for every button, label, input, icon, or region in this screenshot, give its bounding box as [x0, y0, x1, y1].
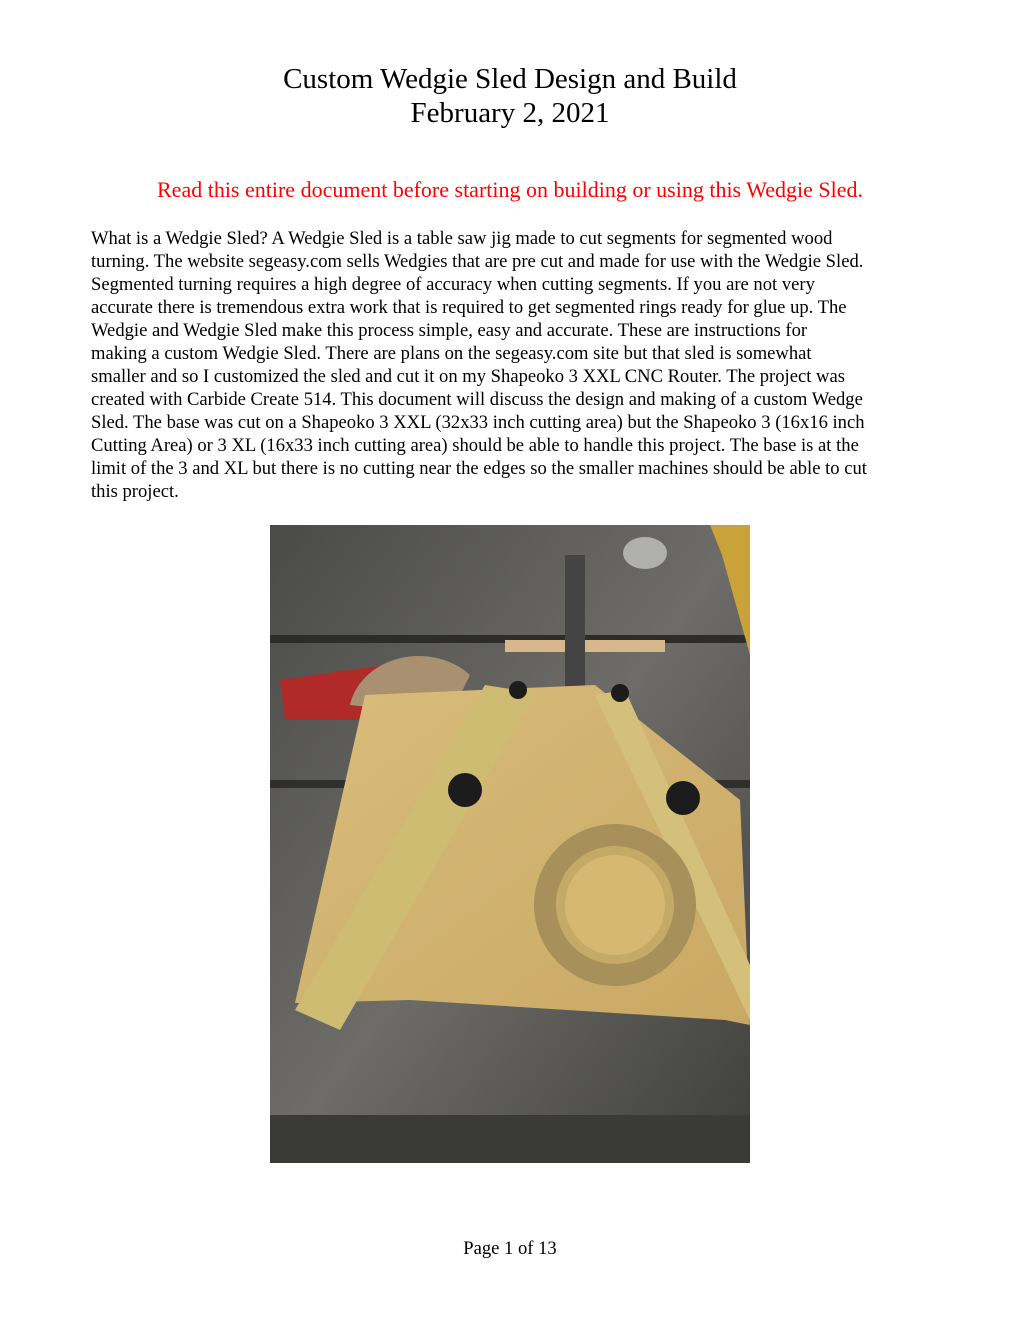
paragraph-line: created with Carbide Create 514. This document will discuss the design and making of a custom Wedge — [91, 389, 863, 410]
document-date: February 2, 2021 — [410, 97, 610, 129]
page-number: Page 1 of 13 — [463, 1238, 557, 1259]
paragraph-line: smaller and so I customized the sled and cut it on my Shapeoko 3 XXL CNC Router. The project was — [91, 366, 845, 387]
paragraph-line: Segmented turning requires a high degree of accuracy when cutting segments. If you are not very — [91, 274, 815, 295]
paragraph-line: Wedgie and Wedgie Sled make this process simple, easy and accurate. These are instructions for — [91, 320, 808, 341]
paragraph-line: making a custom Wedgie Sled. There are plans on the segeasy.com site but that sled is somewhat — [91, 343, 812, 364]
wedgie-sled-photo — [270, 525, 750, 1163]
paragraph-line: limit of the 3 and XL but there is no cutting near the edges so the smaller machines should be able to cut — [91, 458, 867, 479]
paragraph-line: Cutting Area) or 3 XL (16x33 inch cutting area) should be able to handle this project. The base is at the — [91, 435, 859, 456]
paragraph-line: turning. The website segeasy.com sells Wedgies that are pre cut and made for use with the Wedgie Sled. — [91, 251, 864, 272]
paragraph-line: this project. — [91, 481, 179, 502]
document-title: Custom Wedgie Sled Design and Build — [283, 63, 737, 95]
intro-paragraph — [91, 227, 941, 503]
paragraph-line: What is a Wedgie Sled? A Wedgie Sled is a table saw jig made to cut segments for segmented wood — [91, 228, 833, 249]
warning-text: Read this entire document before starting on building or using this Wedgie Sled. — [157, 177, 863, 202]
paragraph-line: accurate there is tremendous extra work that is required to get segmented rings ready for glue up. The — [91, 297, 847, 318]
paragraph-line: Sled. The base was cut on a Shapeoko 3 XXL (32x33 inch cutting area) but the Shapeoko 3 (16x16 inch — [91, 412, 865, 433]
